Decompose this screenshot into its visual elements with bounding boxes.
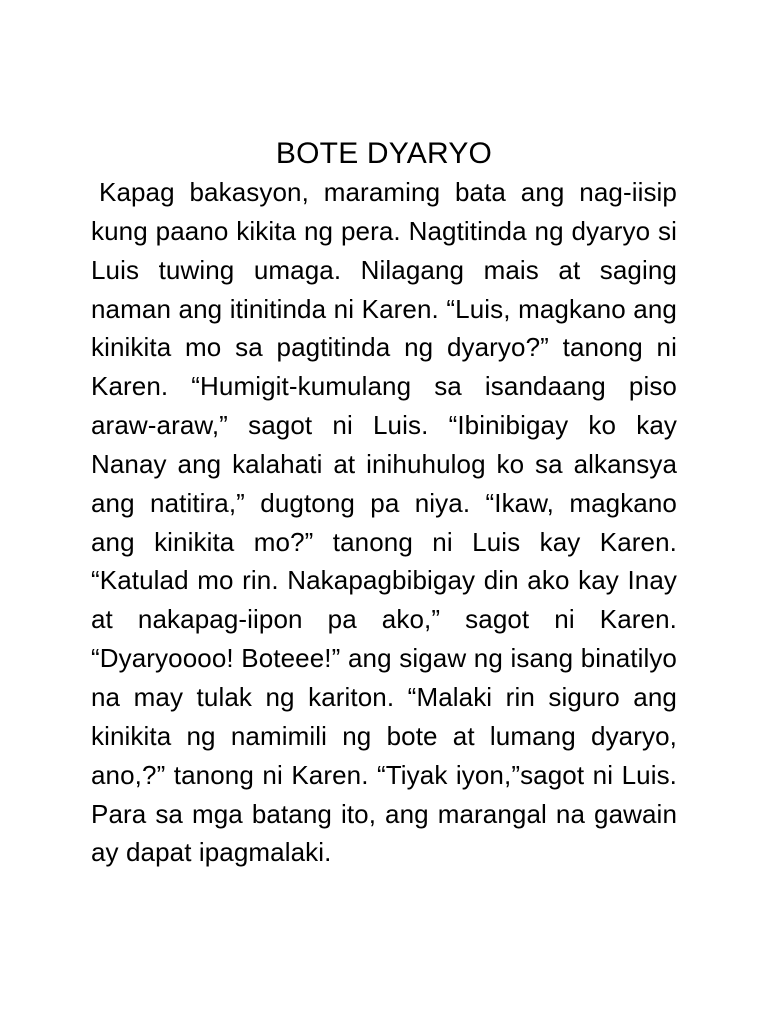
document-title: BOTE DYARYO: [275, 137, 493, 170]
story-paragraph: Kapag bakasyon, maraming bata ang nag-iisip kung paano kikita ng pera. Nagtitinda ng dyaryo si Luis tuwing umaga. Nilagang mais at saging naman ang itinitinda ni Karen. “Luis, magkano ang kinikita mo sa pagtitinda ng dyaryo?” tanong ni Karen. “Humigit-kumulang sa isandaang piso araw-araw,” sagot ni Luis. “Ibinibigay ko kay Nanay ang kalahati at inihuhulog ko sa alkansya ang natitira,” dugtong pa niya. “Ikaw, magkano ang kinikita mo?” tanong ni Luis kay Karen. “Katulad mo rin. Nakapagbibigay din ako kay Inay at nakapag-iipon pa ako,” sagot ni Karen. “Dyaryoooo! Boteee!” ang sigaw ng isang binatilyo na may tulak ng kariton. “Malaki rin siguro ang kinikita ng namimili ng bote at lumang dyaryo, ano,?” tanong ni Karen. “Tiyak iyon,”sagot ni Luis. Para sa mga batang ito, ang marangal na gawain ay dapat ipagmalaki.: [91, 177, 677, 868]
